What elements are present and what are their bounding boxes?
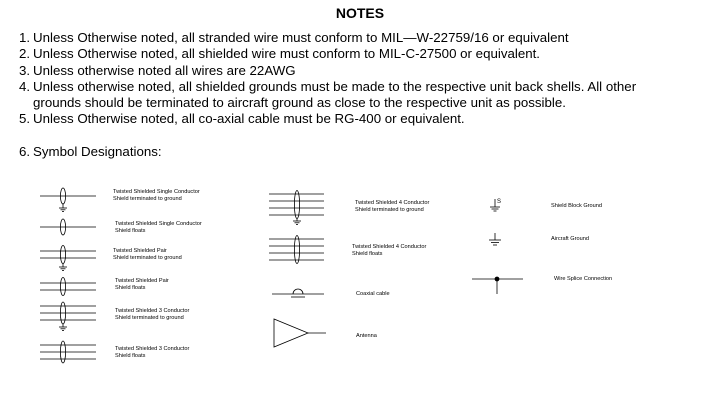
wire-splice-connection-icon	[470, 272, 526, 296]
notes-list	[19, 30, 709, 160]
note-number: 1.	[19, 30, 31, 45]
aircraft-ground-icon	[488, 232, 506, 248]
twisted-shielded-single-grounded-icon	[38, 184, 98, 212]
twisted-shielded-3-conductor-grounded-icon	[38, 299, 98, 331]
note-text-continued: grounds should be terminated to aircraft ground as close to the respective unit as possible.	[33, 95, 566, 111]
note-number: 3.	[19, 62, 31, 78]
note-text: Unless Otherwise noted, all shielded wire must conform to MIL-C-27500 or equivalent.	[33, 46, 540, 62]
note-number: 4.	[19, 78, 31, 94]
twisted-shielded-3-conductor-floating-icon	[38, 339, 98, 367]
twisted-shielded-pair-floating-icon	[38, 275, 98, 299]
note-item	[19, 30, 709, 46]
symbol-label: Twisted Shielded 3 Conductor Shield floats	[115, 346, 190, 360]
symbol-label: Twisted Shielded 3 Conductor Shield terminated to ground	[115, 308, 190, 322]
note-item	[19, 111, 709, 127]
shield-block-mark: S	[497, 199, 502, 205]
note-number: 2.	[19, 46, 31, 62]
note-text: Unless otherwise noted, all shielded grounds must be made to the respective unit back shells. All other	[33, 78, 637, 94]
symbol-label: Twisted Shielded 4 Conductor Shield floats	[352, 244, 427, 258]
twisted-shielded-4-conductor-grounded-icon	[268, 186, 326, 226]
note-item	[19, 144, 709, 160]
symbol-label: Twisted Shielded Pair Shield floats	[115, 278, 169, 292]
twisted-shielded-pair-grounded-icon	[38, 243, 98, 271]
note-item	[19, 63, 709, 79]
symbol-label: Twisted Shielded Single Conductor Shield floats	[115, 221, 202, 235]
symbol-label: Twisted Shielded 4 Conductor Shield terminated to ground	[355, 200, 430, 214]
symbol-label: Wire Splice Connection	[554, 276, 613, 282]
note-text: Unless Otherwise noted, all stranded wire must conform to MIL—W-22759/16 or equivalent	[33, 30, 569, 45]
symbol-label: Antenna	[356, 333, 377, 339]
antenna-icon	[268, 316, 328, 350]
note-number: 5.	[19, 111, 31, 127]
note-text: Unless otherwise noted all wires are 22AWG	[33, 62, 296, 78]
symbol-label: Twisted Shielded Single Conductor Shield terminated to ground	[113, 189, 200, 203]
symbol-label: Twisted Shielded Pair Shield terminated to ground	[113, 248, 182, 262]
symbol-label: Shield Block Ground	[551, 203, 602, 209]
note-item	[19, 46, 709, 62]
twisted-shielded-single-floating-icon	[38, 216, 98, 238]
twisted-shielded-4-conductor-floating-icon	[268, 232, 326, 270]
symbol-label: Aircraft Ground	[551, 236, 589, 242]
note-number: 6.	[19, 143, 31, 159]
note-text: Symbol Designations:	[33, 143, 162, 159]
note-text: Unless Otherwise noted, all co-axial cable must be RG-400 or equivalent.	[33, 111, 465, 127]
notes-title: NOTES	[335, 5, 385, 21]
symbol-label: Coaxial cable	[356, 291, 390, 297]
note-item	[19, 79, 709, 112]
coaxial-cable-icon	[270, 286, 326, 300]
